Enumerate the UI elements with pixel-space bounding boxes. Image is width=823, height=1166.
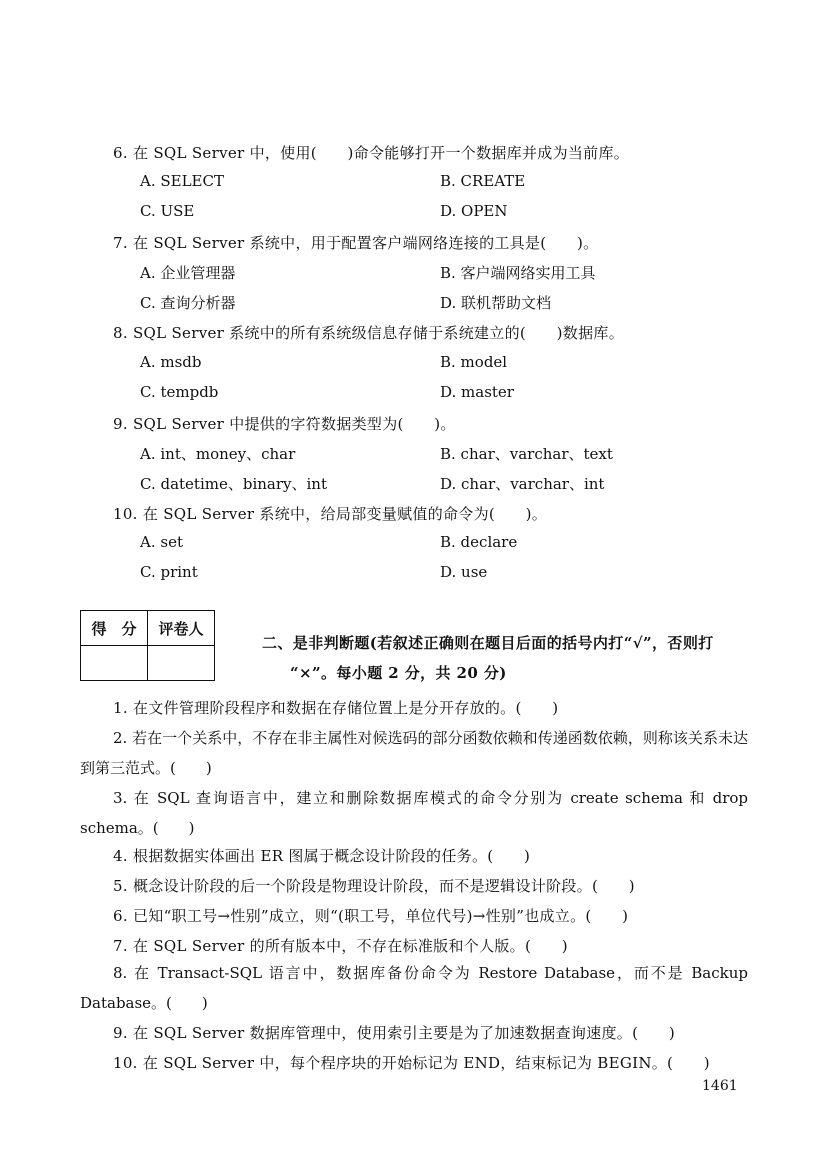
option-a: A. int、money、char: [140, 445, 296, 463]
option-b: B. model: [440, 353, 508, 371]
question-7: 7. 在 SQL Server 系统中，用于配置客户端网络连接的工具是( )。: [113, 234, 599, 252]
option-c: C. tempdb: [140, 383, 219, 401]
option-d: D. OPEN: [440, 202, 508, 220]
grader-cell: [148, 646, 215, 681]
tf-question-2: 2. 若在一个关系中，不存在非主属性对候选码的部分函数依赖和传递函数依赖，则称该关系未达到第三范式。( ): [80, 729, 748, 777]
option-c: C. USE: [140, 202, 195, 220]
score-table: [80, 610, 215, 681]
option-a: A. 企业管理器: [140, 264, 236, 282]
page-number: 1461: [702, 1078, 738, 1094]
tf-question-4: 4. 根据数据实体画出 ER 图属于概念设计阶段的任务。( ): [113, 847, 531, 865]
question-10: 10. 在 SQL Server 系统中，给局部变量赋值的命令为( )。: [113, 505, 548, 523]
tf-question-7: 7. 在 SQL Server 的所有版本中，不存在标准版和个人版。( ): [113, 937, 568, 955]
tf-question-6: 6. 已知“职工号→性别”成立，则“(职工号，单位代号)→性别”也成立。( ): [113, 907, 629, 925]
option-c: C. 查询分析器: [140, 294, 236, 312]
tf-question-1: 1. 在文件管理阶段程序和数据在存储位置上是分开存放的。( ): [113, 699, 559, 717]
section-title: 二、是非判断题(若叙述正确则在题目后面的括号内打“√”，否则打: [262, 634, 714, 652]
option-b: B. CREATE: [440, 172, 526, 190]
question-9: 9. SQL Server 中提供的字符数据类型为( )。: [113, 415, 456, 433]
tf-question-10: 10. 在 SQL Server 中，每个程序块的开始标记为 END，结束标记为 BEGIN。( ): [113, 1054, 710, 1072]
option-c: C. print: [140, 563, 198, 581]
section-title-continued: “×”。每小题 2 分，共 20 分): [290, 664, 507, 682]
tf-question-3: 3. 在 SQL 查询语言中，建立和删除数据库模式的命令分别为 create schema 和 drop schema。( ): [80, 789, 748, 837]
option-c: C. datetime、binary、int: [140, 475, 327, 493]
option-d: D. char、varchar、int: [440, 475, 605, 493]
option-a: A. msdb: [140, 353, 202, 371]
option-b: B. 客户端网络实用工具: [440, 264, 596, 282]
option-d: D. master: [440, 383, 514, 401]
option-d: D. use: [440, 563, 488, 581]
score-cell: [81, 646, 148, 681]
option-a: A. set: [140, 533, 183, 551]
tf-question-8: 8. 在 Transact-SQL 语言中，数据库备份命令为 Restore Database，而不是 Backup Database。( ): [80, 964, 748, 1012]
question-8: 8. SQL Server 系统中的所有系统级信息存储于系统建立的( )数据库。: [113, 324, 625, 342]
tf-question-5: 5. 概念设计阶段的后一个阶段是物理设计阶段，而不是逻辑设计阶段。( ): [113, 877, 635, 895]
option-d: D. 联机帮助文档: [440, 294, 552, 312]
question-6: 6. 在 SQL Server 中，使用( )命令能够打开一个数据库并成为当前库。: [113, 144, 630, 162]
grader-label: 评卷人: [148, 611, 215, 646]
score-label: 得 分: [81, 611, 148, 646]
option-b: B. char、varchar、text: [440, 445, 613, 463]
tf-question-9: 9. 在 SQL Server 数据库管理中，使用索引主要是为了加速数据查询速度。( ): [113, 1024, 675, 1042]
option-b: B. declare: [440, 533, 518, 551]
option-a: A. SELECT: [140, 172, 224, 190]
